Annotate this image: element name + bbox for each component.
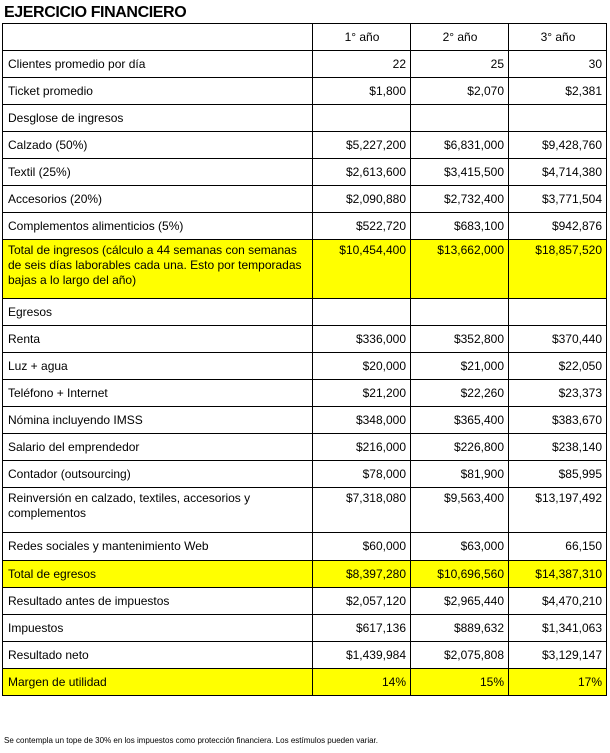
header-year-3: 3° año bbox=[509, 24, 607, 51]
table-row-redes bbox=[3, 533, 607, 561]
cell-year-1: $78,000 bbox=[313, 461, 411, 488]
table-row-total-egresos bbox=[3, 561, 607, 588]
cell-year-3: $942,876 bbox=[509, 213, 607, 240]
cell-year-3: 30 bbox=[509, 51, 607, 78]
cell-year-3: $383,670 bbox=[509, 407, 607, 434]
cell-year-2: $6,831,000 bbox=[411, 132, 509, 159]
cell-year-1: $348,000 bbox=[313, 407, 411, 434]
cell-year-2: $683,100 bbox=[411, 213, 509, 240]
table-row-telefono bbox=[3, 380, 607, 407]
cell-year-2: $22,260 bbox=[411, 380, 509, 407]
row-label: Teléfono + Internet bbox=[3, 380, 313, 407]
header-cell-empty bbox=[3, 24, 313, 51]
cell-year-1 bbox=[313, 105, 411, 132]
table-row-margen bbox=[3, 669, 607, 696]
cell-year-3: $14,387,310 bbox=[509, 561, 607, 588]
cell-year-2: $889,632 bbox=[411, 615, 509, 642]
table-row-complementos bbox=[3, 213, 607, 240]
cell-year-2: $3,415,500 bbox=[411, 159, 509, 186]
table-row-accesorios bbox=[3, 186, 607, 213]
row-label: Luz + agua bbox=[3, 353, 313, 380]
cell-year-3: $238,140 bbox=[509, 434, 607, 461]
table-row-resultado-antes bbox=[3, 588, 607, 615]
row-label: Clientes promedio por día bbox=[3, 51, 313, 78]
table-row-total-ingresos bbox=[3, 240, 607, 299]
cell-year-1: $2,057,120 bbox=[313, 588, 411, 615]
row-label: Textil (25%) bbox=[3, 159, 313, 186]
row-label: Complementos alimenticios (5%) bbox=[3, 213, 313, 240]
cell-year-2: $365,400 bbox=[411, 407, 509, 434]
table-row-textil bbox=[3, 159, 607, 186]
cell-year-3: $85,995 bbox=[509, 461, 607, 488]
cell-year-1: $1,439,984 bbox=[313, 642, 411, 669]
cell-year-2: $2,075,808 bbox=[411, 642, 509, 669]
table-row-nomina bbox=[3, 407, 607, 434]
table-row-contador bbox=[3, 461, 607, 488]
table-header-row bbox=[3, 24, 607, 51]
cell-year-3: $370,440 bbox=[509, 326, 607, 353]
table-row-calzado bbox=[3, 132, 607, 159]
table-row-reinversion bbox=[3, 488, 607, 533]
table-row-clientes bbox=[3, 51, 607, 78]
cell-year-1: $336,000 bbox=[313, 326, 411, 353]
cell-year-3: $23,373 bbox=[509, 380, 607, 407]
cell-year-1: $2,613,600 bbox=[313, 159, 411, 186]
cell-year-2: $21,000 bbox=[411, 353, 509, 380]
cell-year-3: $22,050 bbox=[509, 353, 607, 380]
cell-year-2: $2,965,440 bbox=[411, 588, 509, 615]
financial-table bbox=[2, 23, 607, 696]
row-label: Contador (outsourcing) bbox=[3, 461, 313, 488]
row-label: Ticket promedio bbox=[3, 78, 313, 105]
cell-year-1: $216,000 bbox=[313, 434, 411, 461]
cell-year-2: $10,696,560 bbox=[411, 561, 509, 588]
table-row-luz-agua bbox=[3, 353, 607, 380]
table-row-renta bbox=[3, 326, 607, 353]
cell-year-1: $617,136 bbox=[313, 615, 411, 642]
cell-year-3: $13,197,492 bbox=[509, 488, 607, 533]
row-label: Nómina incluyendo IMSS bbox=[3, 407, 313, 434]
cell-year-3: 66,150 bbox=[509, 533, 607, 561]
cell-year-1: $10,454,400 bbox=[313, 240, 411, 299]
row-label: Resultado neto bbox=[3, 642, 313, 669]
table-row-salario bbox=[3, 434, 607, 461]
cell-year-3: $9,428,760 bbox=[509, 132, 607, 159]
cell-year-1: $20,000 bbox=[313, 353, 411, 380]
row-label: Desglose de ingresos bbox=[3, 105, 313, 132]
table-row-egresos bbox=[3, 299, 607, 326]
cell-year-2: $9,563,400 bbox=[411, 488, 509, 533]
table-row-ticket bbox=[3, 78, 607, 105]
header-year-1: 1° año bbox=[313, 24, 411, 51]
row-label: Margen de utilidad bbox=[3, 669, 313, 696]
row-label: Total de egresos bbox=[3, 561, 313, 588]
cell-year-1: 22 bbox=[313, 51, 411, 78]
cell-year-1: $7,318,080 bbox=[313, 488, 411, 533]
cell-year-1: $1,800 bbox=[313, 78, 411, 105]
cell-year-3: $1,341,063 bbox=[509, 615, 607, 642]
table-row-resultado-neto bbox=[3, 642, 607, 669]
row-label: Salario del emprendedor bbox=[3, 434, 313, 461]
cell-year-2: $81,900 bbox=[411, 461, 509, 488]
cell-year-3 bbox=[509, 105, 607, 132]
cell-year-3 bbox=[509, 299, 607, 326]
cell-year-2: $13,662,000 bbox=[411, 240, 509, 299]
row-label: Egresos bbox=[3, 299, 313, 326]
cell-year-2 bbox=[411, 105, 509, 132]
cell-year-3: $2,381 bbox=[509, 78, 607, 105]
row-label: Accesorios (20%) bbox=[3, 186, 313, 213]
cell-year-2: 25 bbox=[411, 51, 509, 78]
cell-year-3: $3,129,147 bbox=[509, 642, 607, 669]
cell-year-2: $352,800 bbox=[411, 326, 509, 353]
cell-year-3: $3,771,504 bbox=[509, 186, 607, 213]
footnote: Se contempla un tope de 30% en los impuestos como protección financiera. Los estímulos pueden variar. bbox=[4, 736, 378, 745]
cell-year-1 bbox=[313, 299, 411, 326]
cell-year-1: $60,000 bbox=[313, 533, 411, 561]
cell-year-2 bbox=[411, 299, 509, 326]
row-label: Renta bbox=[3, 326, 313, 353]
cell-year-2: $2,732,400 bbox=[411, 186, 509, 213]
header-year-2: 2° año bbox=[411, 24, 509, 51]
row-label: Redes sociales y mantenimiento Web bbox=[3, 533, 313, 561]
cell-year-1: 14% bbox=[313, 669, 411, 696]
cell-year-3: $4,714,380 bbox=[509, 159, 607, 186]
cell-year-2: $2,070 bbox=[411, 78, 509, 105]
cell-year-1: $21,200 bbox=[313, 380, 411, 407]
row-label: Resultado antes de impuestos bbox=[3, 588, 313, 615]
cell-year-3: $18,857,520 bbox=[509, 240, 607, 299]
cell-year-1: $2,090,880 bbox=[313, 186, 411, 213]
cell-year-2: 15% bbox=[411, 669, 509, 696]
cell-year-3: $4,470,210 bbox=[509, 588, 607, 615]
row-label: Impuestos bbox=[3, 615, 313, 642]
cell-year-1: $5,227,200 bbox=[313, 132, 411, 159]
row-label: Calzado (50%) bbox=[3, 132, 313, 159]
cell-year-2: $63,000 bbox=[411, 533, 509, 561]
page-title: EJERCICIO FINANCIERO bbox=[4, 4, 187, 21]
cell-year-1: $8,397,280 bbox=[313, 561, 411, 588]
table-row-impuestos bbox=[3, 615, 607, 642]
table-row-desglose bbox=[3, 105, 607, 132]
cell-year-2: $226,800 bbox=[411, 434, 509, 461]
row-label: Reinversión en calzado, textiles, accesorios y complementos bbox=[3, 488, 313, 533]
row-label: Total de ingresos (cálculo a 44 semanas con semanas de seis días laborables cada una. Esto por temporadas bajas a lo largo del año) bbox=[3, 240, 313, 299]
cell-year-3: 17% bbox=[509, 669, 607, 696]
cell-year-1: $522,720 bbox=[313, 213, 411, 240]
